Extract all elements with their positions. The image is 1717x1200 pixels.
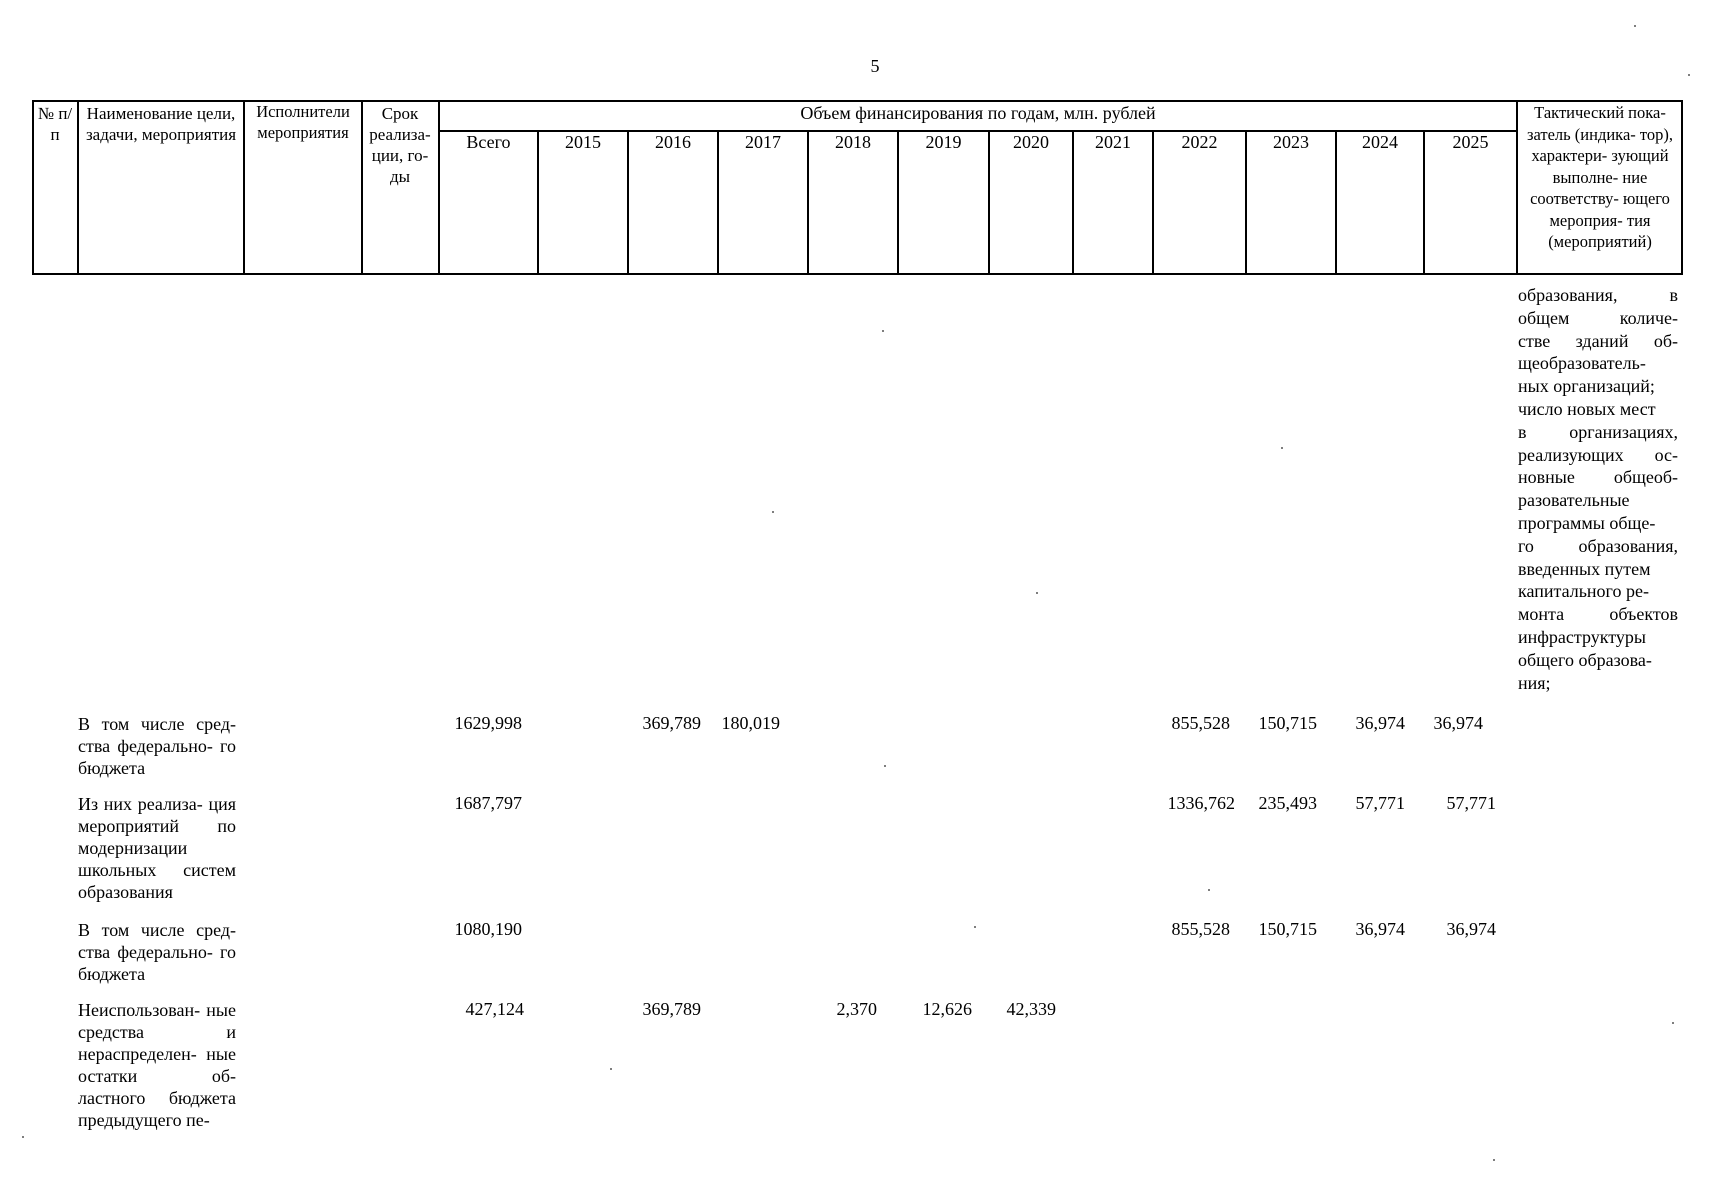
indicator-line: инфраструктуры [1518,626,1646,647]
cell-2024: 36,974 [1355,713,1405,733]
scan-speck [772,511,774,513]
header-year-2024: 2024 [1362,132,1398,152]
cell-2024: 57,771 [1355,793,1405,813]
indicator-line: капитального ре- [1518,581,1649,602]
indicator-line: го образования, [1518,535,1678,556]
header-year-2020: 2020 [1013,132,1049,152]
cell-2022: 1336,762 [1167,793,1235,813]
cell-2022: 855,528 [1171,713,1230,733]
header-year-2025: 2025 [1452,132,1489,152]
row-label: Неиспользован- ные средства и нераспределен- ные остатки об- ластного бюджета предыдущего пе- [78,1000,236,1130]
cell-2017: 180,019 [721,713,780,733]
header-period: Срок реализа- ции, го- ды [369,104,431,186]
cell-2020: 42,339 [1006,999,1056,1019]
scan-speck [1208,889,1210,891]
indicator-line: новные общеоб- [1518,467,1678,488]
cell-2025: 57,771 [1446,793,1496,813]
cell-2016: 369,789 [642,999,701,1019]
header-indicator: Тактический пока- затель (индика- тор), характери- зующий выполне- ние соответству- ющего мероприя- тия (мероприятий) [1526,103,1674,251]
indicator-line: разовательные [1518,490,1630,511]
header-year-2021: 2021 [1095,132,1131,152]
indicator-line: стве зданий об- [1518,330,1678,351]
header-executors: Исполнители мероприятия [256,102,350,142]
header-year-2019: 2019 [925,132,962,152]
cell-2019: 12,626 [922,999,972,1019]
scan-speck [22,1136,24,1138]
cell-2025: 36,974 [1433,713,1483,733]
row-label: В том числе сред- ства федерально- го бюджета [78,714,236,778]
indicator-line: в организациях, [1518,421,1678,442]
header-number: № п/п [37,104,73,144]
indicator-line: монта объектов [1518,604,1678,625]
indicator-line: образования, в [1518,285,1678,305]
row-label: Из них реализа- ция мероприятий по модернизации школьных систем образования [78,794,236,902]
cell-2022: 855,528 [1171,919,1230,939]
scan-speck [1634,25,1636,27]
indicator-line: число новых мест [1518,398,1656,419]
scan-speck [1672,1022,1674,1024]
scan-speck [1493,1159,1495,1161]
header-total: Всего [466,132,511,152]
cell-2023: 235,493 [1258,793,1317,813]
indicator-line: программы обще- [1518,512,1656,533]
cell-2018: 2,370 [836,999,877,1019]
indicator-line: общего образова- [1518,649,1652,670]
scan-speck [610,1068,612,1070]
header-year-2018: 2018 [835,132,871,152]
row-label: В том числе сред- ства федерально- го бюджета [78,920,236,984]
indicator-line: щеобразователь- [1518,353,1646,374]
scan-speck [1036,592,1038,594]
cell-2023: 150,715 [1258,713,1317,733]
cell-2024: 36,974 [1355,919,1405,939]
indicator-line: реализующих ос- [1518,444,1678,465]
cell-total: 1629,998 [454,713,522,733]
indicator-line: введенных путем [1518,558,1651,579]
header-name: Наименование цели, задачи, мероприятия [85,104,237,144]
header-year-2022: 2022 [1181,132,1218,152]
cell-2023: 150,715 [1258,919,1317,939]
header-year-2023: 2023 [1273,132,1309,152]
scan-speck [1281,447,1283,449]
header-year-2016: 2016 [655,132,691,152]
header-financing: Объем финансирования по годам, млн. рублей [800,103,1156,123]
cell-total: 427,124 [465,999,524,1019]
indicator-text [1518,284,1678,694]
header-year-2015: 2015 [565,132,601,152]
scan-speck [1688,74,1690,76]
cell-total: 1687,797 [454,793,522,813]
indicator-line: ния; [1518,672,1551,693]
cell-2016: 369,789 [642,713,701,733]
indicator-line: общем количе- [1518,307,1678,328]
indicator-line: ных организаций; [1518,376,1655,397]
header-year-2017: 2017 [745,132,781,152]
scan-speck [882,330,884,332]
page-number: 5 [870,56,880,76]
cell-total: 1080,190 [454,919,522,939]
scan-speck [974,926,976,928]
cell-2025: 36,974 [1446,919,1496,939]
scan-speck [884,765,886,767]
